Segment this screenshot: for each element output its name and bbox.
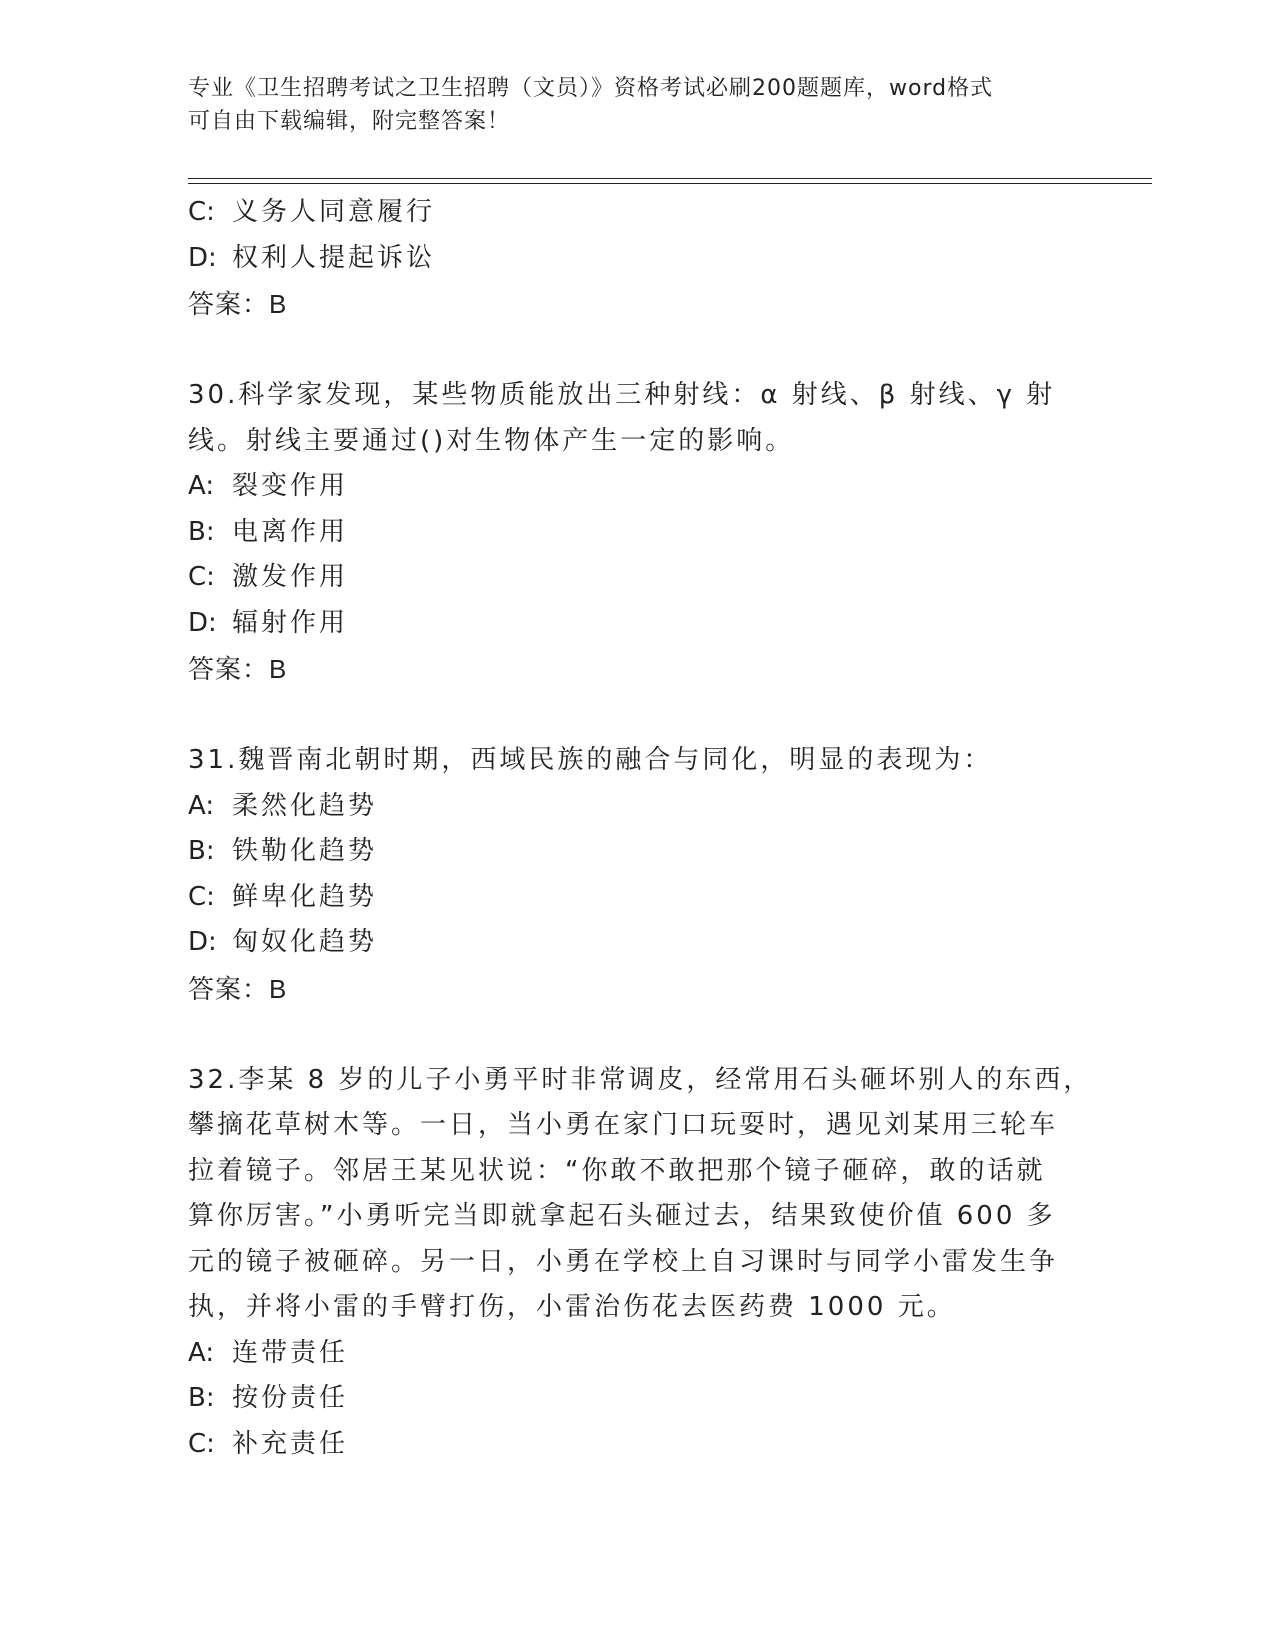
question-line: 线。射线主要通过()对生物体产生一定的影响。 [188, 425, 795, 456]
header-line-2: 可自由下载编辑，附完整答案！ [188, 109, 511, 134]
option-d [188, 236, 1068, 282]
question-line: 32.李某 8 岁的儿子小勇平时非常调皮，经常用石头砸坏别人的东西， [188, 1064, 1093, 1095]
option-label: A: [188, 790, 215, 821]
question-line: 算你厉害。”小勇听完当即就拿起石头砸过去，结果致使价值 600 多 [188, 1201, 1056, 1231]
option-text: 权利人提起诉讼 [232, 242, 436, 273]
option-text: 柔然化趋势 [232, 790, 378, 821]
option-text: 义务人同意履行 [232, 197, 436, 227]
option-a [188, 1331, 1068, 1377]
header-rule-top [188, 178, 1152, 179]
previous-question-tail [188, 190, 1068, 327]
option-label: C: [188, 1428, 215, 1459]
answer: 答案：B [188, 973, 288, 1004]
question-text [188, 1058, 1093, 1331]
question-32 [188, 1058, 1093, 1468]
option-label: C: [188, 881, 215, 912]
option-label: B: [188, 1383, 215, 1413]
option-text: 铁勒化趋势 [232, 836, 378, 866]
option-d [188, 601, 1068, 647]
header-line-1: 专业《卫生招聘考试之卫生招聘（文员）》资格考试必刷200题题库，word格式 [188, 76, 994, 101]
option-d [188, 920, 1068, 966]
option-label: D: [188, 927, 217, 957]
option-c [188, 1422, 1068, 1468]
header-rule-bottom [188, 183, 1152, 184]
question-30 [188, 373, 1068, 692]
option-label: B: [188, 516, 215, 547]
question-text [188, 373, 1068, 464]
document-header [188, 72, 1068, 138]
option-text: 辐射作用 [232, 607, 349, 638]
question-line: 拉着镜子。邻居王某见状说：“你敢不敢把那个镜子砸碎，敢的话就 [188, 1155, 1046, 1186]
option-a [188, 464, 1068, 510]
option-label: B: [188, 836, 215, 866]
answer: 答案：B [188, 289, 288, 319]
option-c [188, 555, 1068, 601]
answer: 答案：B [188, 654, 288, 684]
option-text: 电离作用 [232, 516, 349, 547]
option-text: 补充责任 [232, 1428, 349, 1459]
option-text: 连带责任 [232, 1337, 349, 1368]
document-body [188, 190, 1093, 1467]
question-text [188, 738, 1068, 784]
option-b [188, 1376, 1068, 1422]
question-line: 元的镜子被砸碎。另一日，小勇在学校上自习课时与同学小雷发生争 [188, 1246, 1059, 1277]
option-label: C: [188, 562, 215, 592]
option-label: C: [188, 197, 215, 227]
option-b [188, 829, 1068, 875]
option-text: 激发作用 [232, 562, 349, 592]
option-c [188, 875, 1068, 921]
option-text: 匈奴化趋势 [232, 927, 378, 957]
option-text: 鲜卑化趋势 [232, 881, 378, 912]
option-text: 裂变作用 [232, 471, 349, 501]
option-a [188, 784, 1068, 830]
option-label: D: [188, 607, 217, 638]
question-31 [188, 738, 1068, 1012]
question-line: 执，并将小雷的手臂打伤，小雷治伤花去医药费 1000 元。 [188, 1292, 956, 1322]
option-label: D: [188, 242, 217, 273]
question-line: 攀摘花草树木等。一日，当小勇在家门口玩耍时，遇见刘某用三轮车 [188, 1110, 1059, 1140]
option-text: 按份责任 [232, 1383, 349, 1413]
option-label: A: [188, 471, 215, 501]
option-b [188, 510, 1068, 556]
question-line: 31.魏晋南北朝时期，西域民族的融合与同化，明显的表现为： [188, 745, 993, 775]
question-line: 30.科学家发现，某些物质能放出三种射线：α 射线、β 射线、γ 射 [188, 380, 1056, 410]
option-label: A: [188, 1337, 215, 1368]
option-c [188, 190, 1068, 236]
